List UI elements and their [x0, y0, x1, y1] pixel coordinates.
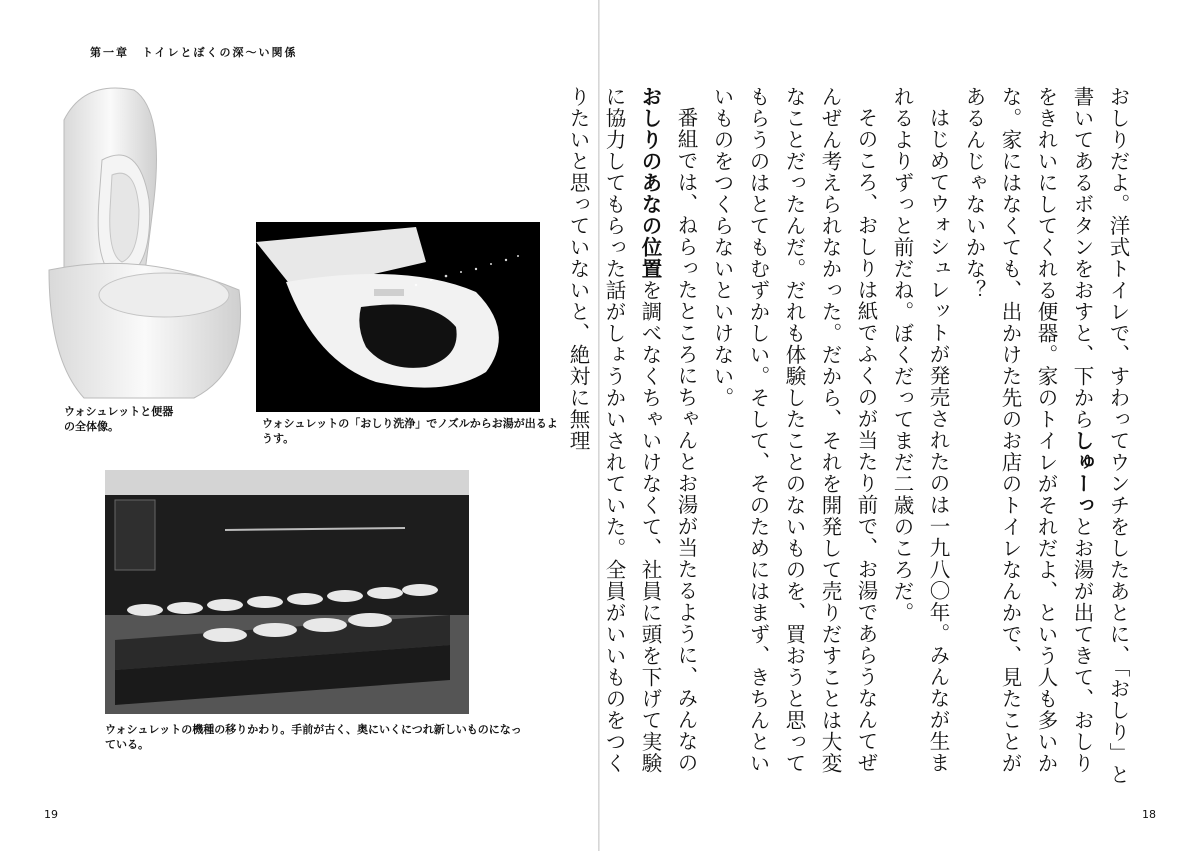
body-text	[566, 86, 1136, 786]
museum-models-photo	[105, 470, 469, 714]
emphasis-text: おしりのあなの位置	[638, 86, 662, 280]
page-number-right: 18	[1142, 808, 1156, 821]
body-paragraph	[560, 86, 704, 786]
page-number-left: 19	[44, 808, 58, 821]
body-paragraph	[704, 86, 884, 786]
body-text-segment: とお湯が出てきて、おしりをきれいにしてくれる便器。家のトイレがそれだよ、という人も多いかな。家にはなくても、出かけた先のお店のトイレなんかで、見たことがあるんじゃないかな？	[962, 86, 1094, 774]
body-text-segment: を調べなくちゃいけなくて、社員に頭を下げて実験に協力してもらった話がしょうかいされていた。全員がいいものをつくりたいと思っていないと、絶対に無理	[566, 86, 662, 774]
caption-nozzle-wash: ウォシュレットの「おしり洗浄」でノズルからお湯が出るようす。	[262, 417, 558, 445]
caption-toilet-whole: ウォシュレットと便器の全体像。	[64, 405, 174, 433]
body-paragraph	[884, 86, 956, 786]
nozzle-wash-photo	[256, 222, 540, 412]
toilet-illustration	[44, 80, 244, 405]
emphasis-text: しゅーっ	[1070, 430, 1094, 516]
caption-museum-models: ウォシュレットの機種の移りかわり。手前が古く、奥にいくにつれ新しいものになっている。	[105, 723, 522, 751]
museum-illustration	[105, 470, 469, 714]
body-text-segment: そのころ、おしりは紙でふくのが当たり前で、お湯であらうなんてぜんぜん考えられなかった。だから、それを開発して売りだすことは大変なことだったんだ。だれも体験したことのないものを、買おうと思ってもらうのはとてもむずかしい。そして、そのためにはまず、きちんといいものをつくらないといけない。	[710, 86, 878, 774]
running-head: 第一章 トイレとぼくの深～い関係	[90, 46, 298, 59]
body-paragraph	[956, 86, 1136, 786]
left-page	[0, 0, 598, 851]
body-text-segment: おしりだよ。洋式トイレで、すわってウンチをしたあとに、「おしり」と書いてあるボタンをおすと、下から	[1070, 86, 1130, 786]
body-text-segment: はじめてウォシュレットが発売されたのは一九八〇年。みんなが生まれるよりずっと前だね。ぼくだってまだ二歳のころだ。	[890, 86, 950, 773]
seat-illustration	[256, 222, 540, 412]
body-text-segment: 番組では、ねらったところにちゃんとお湯が当たるように、みんなの	[674, 106, 698, 773]
toilet-photo	[44, 80, 244, 405]
